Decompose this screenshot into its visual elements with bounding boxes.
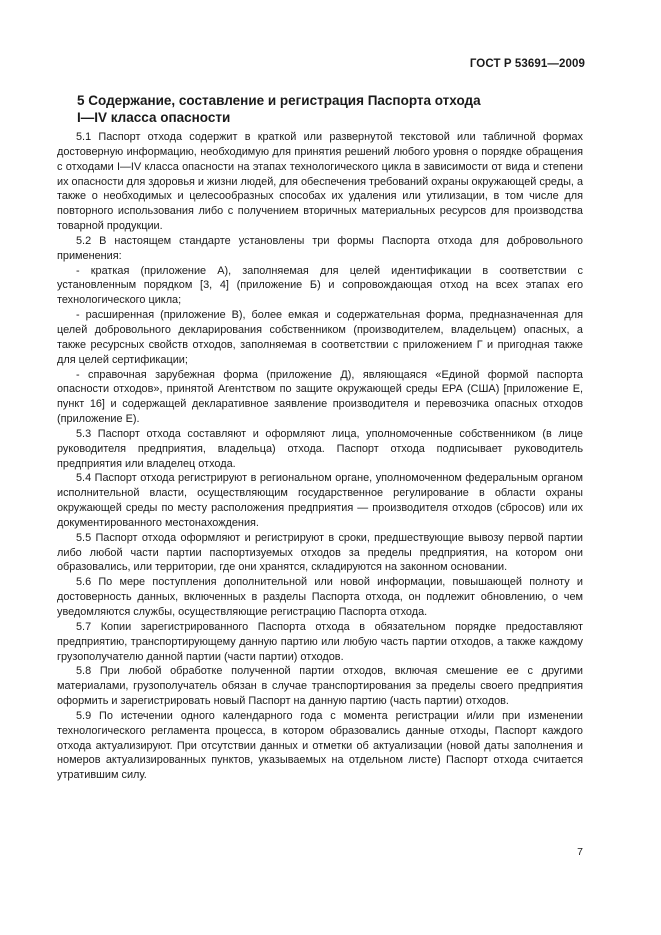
paragraph-5-6: 5.6 По мере поступления дополнительной или новой информации, повышающей полноту и достоверность данных, включенных в разделы Паспорта отхода, он подлежит обновлению, о чем уведомляются службы, осуществляющие регистрацию Паспорта отхода. <box>57 576 583 618</box>
paragraph-5-3: 5.3 Паспорт отхода составляют и оформляют лица, уполномоченные собственником (в лице руководителя предприятия, владельца) отхода. Паспорт отхода подписывает руководитель предприятия или владелец отхода. <box>57 427 583 470</box>
paragraph-5-7: 5.7 Копии зарегистрированного Паспорта отхода в обязательном порядке предоставляют предприятию, транспортирующему данную партию или любую часть партии отходов, а также каждому грузополучателю данной партии (части партии) отходов. <box>57 620 583 663</box>
paragraph-5-1: 5.1 Паспорт отхода содержит в краткой или развернутой текстовой или табличной формах достоверную информацию, необходимую для принятия решений любого уровня о порядке обращения с отходами I—IV класса опасности на этапах технологического цикла в зависимости от вида и степени их опасности для здоровья и жизни людей, для обеспечения требований охраны окружающей среды, а также о необходимых и целесообразных способах их удаления или утилизации, в том числе для повторного использования либо с получением вторичных материальных ресурсов для производства товарной продукции. <box>57 131 584 233</box>
section-title-line-1: 5 Содержание, составление и регистрация Паспорта отхода <box>77 93 481 108</box>
body-text <box>57 130 583 783</box>
page-number: 7 <box>577 846 583 858</box>
paragraph-5-4: 5.4 Паспорт отхода регистрируют в региональном органе, уполномоченном федеральным органом исполнительной власти, осуществляющим государственное регулирование в области охраны окружающей среды по месту расположения предприятия — производителя отходов (сбросов) или их документированного местонахождения. <box>57 472 583 529</box>
list-item-foreign-form: - справочная зарубежная форма (приложение Д), являющаяся «Единой формой паспорта опасности отходов», принятой Агентством по защите окружающей среды ЕРА (США) [приложение Е, пункт 16] и содержащей декларативное заявление производителя и перевозчика опасных отходов (приложение Е). <box>57 368 583 426</box>
paragraph-5-5: 5.5 Паспорт отхода оформляют и регистрируют в сроки, предшествующие вывозу первой партии либо любой части партии паспортизуемых отходов за пределы предприятия, на котором они образовались, или территории, где они хранятся, складируются на законном основании. <box>57 531 583 574</box>
paragraph-5-8: 5.8 При любой обработке полученной партии отходов, включая смешение ее с другими материалами, грузополучатель обязан в случае транспортирования за пределы своего предприятия оформить и зарегистрировать новый Паспорт на данную партию (часть партии) отходов. <box>57 665 583 708</box>
paragraph-5-9: 5.9 По истечении одного календарного года с момента регистрации и/или при изменении технологического регламента процесса, в котором образовались данные отходы, Паспорт каждого отхода актуализируют. При отсутствии данных и отметки об актуализации (новой даты заполнения и номеров актуализированных пунктов, указываемых на отдельном листе) Паспорт отхода считается утратившим силу. <box>57 709 583 782</box>
standard-code: ГОСТ Р 53691—2009 <box>469 58 585 70</box>
paragraph-5-2: 5.2 В настоящем стандарте установлены три формы Паспорта отхода для добровольного применения: <box>57 234 583 262</box>
list-item-extended-form: - расширенная (приложение В), более емкая и содержательная форма, предназначенная для целей добровольного декларирования собственником (производителем, владельцем) опасных, а также ресурсных свойств отходов, заполняемая в соответствии с приложением Г и пригодная также для целей сертификации; <box>57 309 583 366</box>
list-item-short-form: - краткая (приложение А), заполняемая для целей идентификации в соответствии с установленным порядком [3, 4] (приложение Б) и сопровождающая отход на всех этапах его технологического цикла; <box>57 264 583 307</box>
section-title-line-2: I—IV класса опасности <box>77 110 231 125</box>
section-title <box>77 92 597 126</box>
